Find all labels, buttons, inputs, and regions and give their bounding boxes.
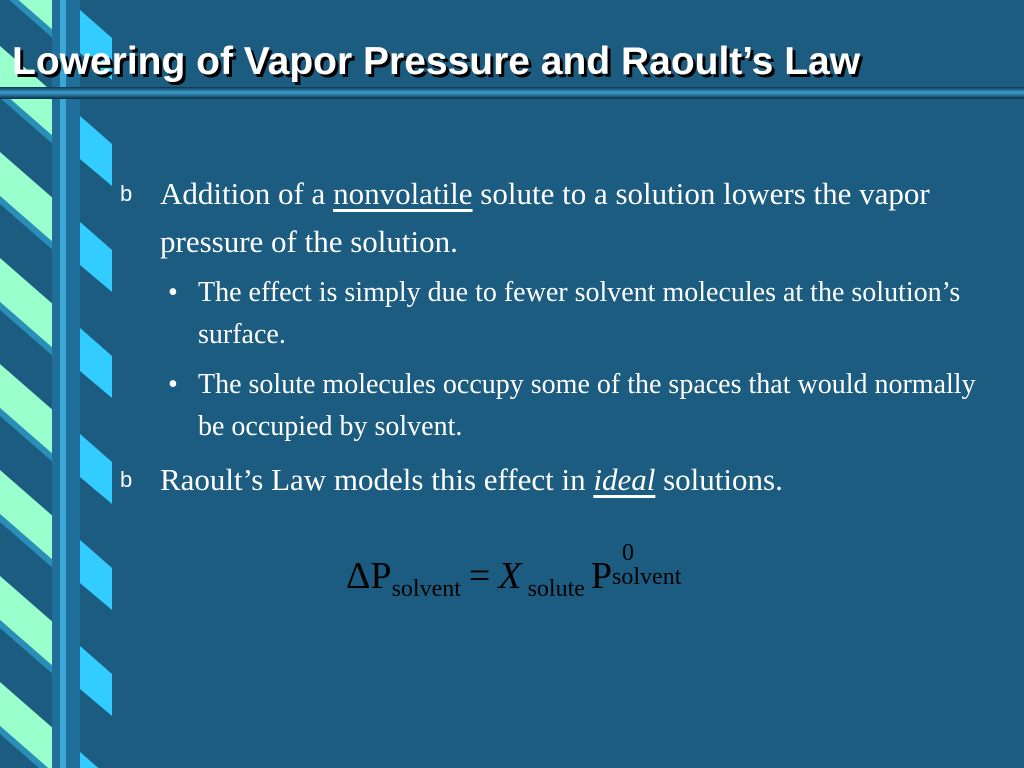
bullet-marker: b <box>120 181 133 206</box>
formula-delta-p: ΔP <box>346 555 392 597</box>
sub-bullet-text: The solute molecules occupy some of the spaces that would normally be occupied by solvent. <box>198 369 976 442</box>
underlined-term: nonvolatile <box>333 176 473 211</box>
bullet-text: Addition of a <box>160 176 334 211</box>
border-stripe <box>0 576 55 668</box>
formula-script-stack <box>612 540 708 592</box>
formula-superscript: 0 <box>622 540 635 566</box>
formula-pressure: P <box>590 555 613 597</box>
underlined-term: ideal <box>593 462 656 497</box>
formula-equals: = <box>468 555 491 597</box>
bullet-marker: b <box>120 467 133 492</box>
border-stripe <box>0 258 55 350</box>
formula-subscript: solvent <box>612 564 682 590</box>
bullet-item <box>120 170 1000 266</box>
bullet-text: solute to a solution lowers the vapor pressure of the solution. <box>160 176 930 259</box>
bullet-text: Raoult’s Law models this effect in <box>160 462 594 497</box>
border-stripe <box>0 470 55 562</box>
border-stripe <box>0 364 55 456</box>
sub-bullet-text: The effect is simply due to fewer solvent molecules at the solution’s surface. <box>198 277 961 350</box>
formula-subscript: solute <box>527 576 585 602</box>
formula-mole-fraction: X <box>498 555 522 597</box>
sub-bullet-marker: • <box>168 277 178 308</box>
raoult-formula <box>346 540 708 603</box>
bullet-list <box>120 170 1000 504</box>
bullet-item <box>120 456 1000 504</box>
sub-bullet-item <box>120 364 1000 448</box>
formula-subscript: solvent <box>391 576 461 602</box>
bullet-text: solutions. <box>655 462 783 497</box>
border-stripe <box>0 152 55 244</box>
sub-bullet-marker: • <box>168 369 178 400</box>
sub-bullet-item <box>120 272 1000 356</box>
slide-title: Lowering of Vapor Pressure and Raoult’s Law <box>12 40 861 83</box>
